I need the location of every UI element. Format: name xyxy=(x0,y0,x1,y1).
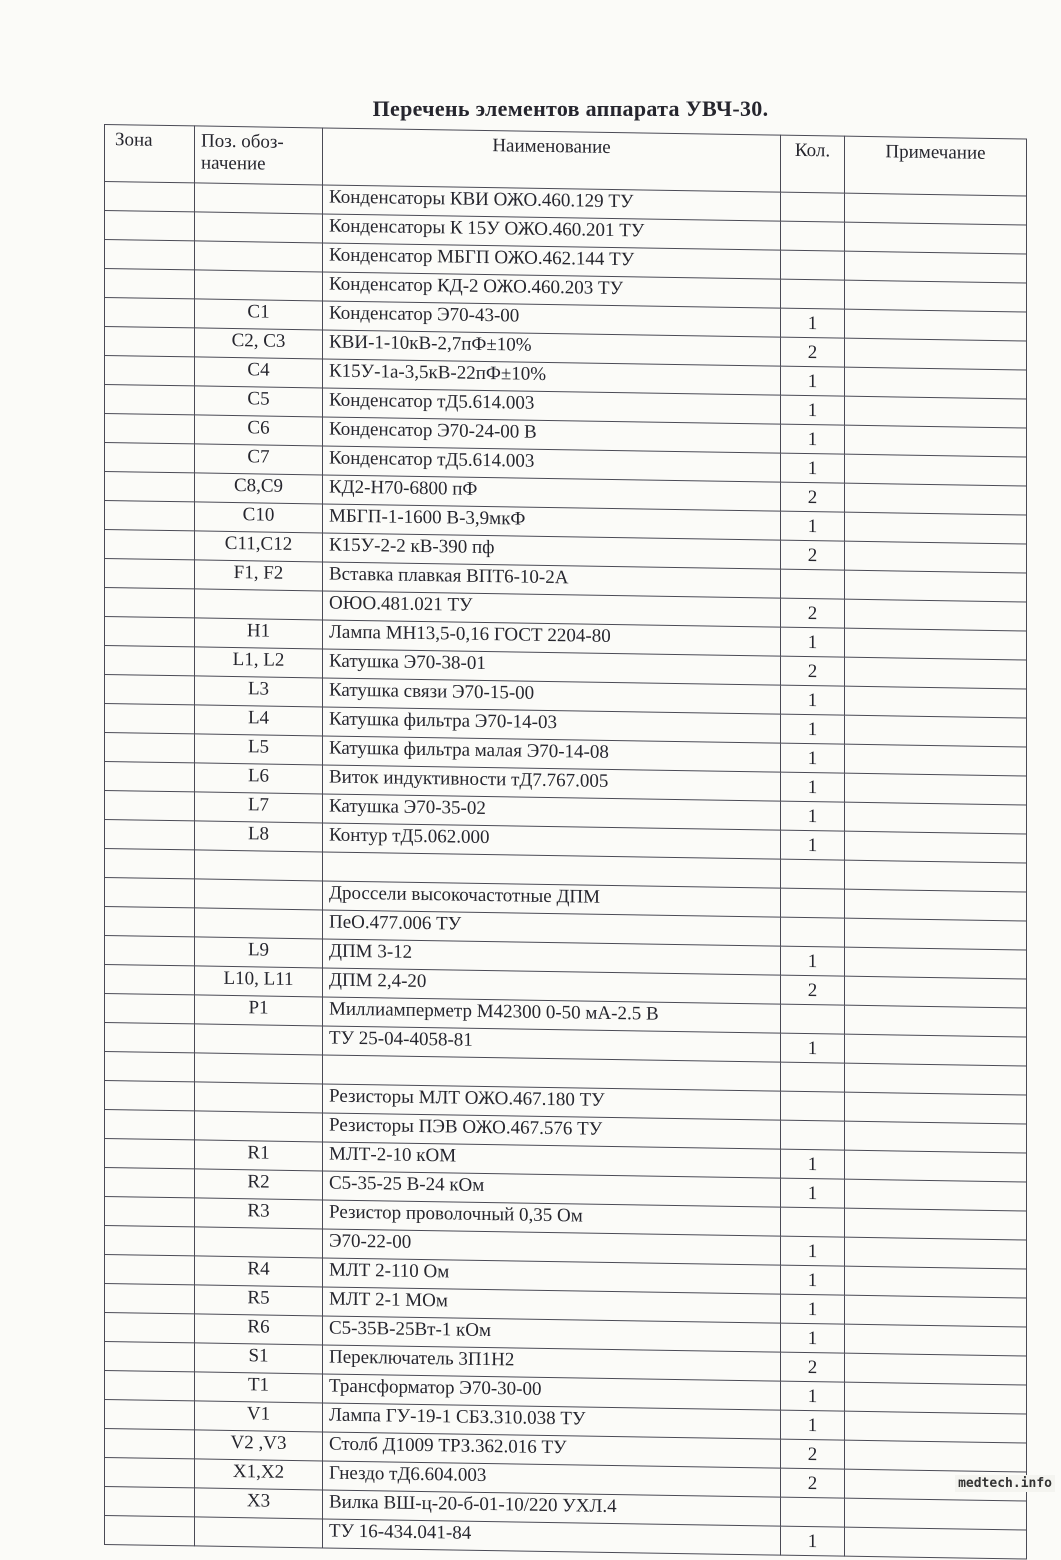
note-cell xyxy=(845,1208,1027,1240)
position-cell xyxy=(195,241,323,272)
note-cell xyxy=(845,686,1027,718)
quantity-cell: 1 xyxy=(781,453,845,483)
zone-cell xyxy=(105,1168,195,1198)
name-cell: Конденсатор Э70-43-00 xyxy=(323,301,781,337)
zone-cell xyxy=(105,414,195,444)
position-cell xyxy=(195,908,323,939)
quantity-cell xyxy=(781,279,845,309)
zone-cell xyxy=(105,1284,195,1314)
zone-cell xyxy=(105,211,195,241)
zone-cell xyxy=(105,1255,195,1285)
note-cell xyxy=(845,1179,1027,1211)
zone-cell xyxy=(105,559,195,589)
note-cell xyxy=(845,251,1027,283)
zone-cell xyxy=(105,907,195,937)
position-cell: C10 xyxy=(195,502,323,533)
zone-cell xyxy=(105,1516,195,1546)
note-cell xyxy=(845,193,1027,225)
note-cell xyxy=(845,1266,1027,1298)
zone-cell xyxy=(105,1429,195,1459)
position-cell xyxy=(195,1024,323,1055)
quantity-cell: 1 xyxy=(781,1236,845,1266)
position-cell: C5 xyxy=(195,386,323,417)
name-cell: Переключатель 3П1Н2 xyxy=(323,1345,781,1381)
quantity-cell: 1 xyxy=(781,1410,845,1440)
position-cell: V2 ,V3 xyxy=(195,1430,323,1461)
name-cell: Конденсатор тД5.614.003 xyxy=(323,388,781,424)
position-cell: L3 xyxy=(195,676,323,707)
zone-cell xyxy=(105,1139,195,1169)
note-cell xyxy=(845,773,1027,805)
note-cell xyxy=(845,1382,1027,1414)
note-cell xyxy=(845,976,1027,1008)
note-cell xyxy=(845,744,1027,776)
quantity-cell: 2 xyxy=(781,598,845,628)
quantity-cell: 1 xyxy=(781,1149,845,1179)
quantity-cell xyxy=(781,1062,845,1092)
quantity-cell xyxy=(781,1004,845,1034)
zone-cell xyxy=(105,269,195,299)
name-cell: ТУ 16-434.041-84 xyxy=(323,1519,781,1555)
quantity-cell xyxy=(781,888,845,918)
zone-cell xyxy=(105,356,195,386)
position-cell: L1, L2 xyxy=(195,647,323,678)
quantity-cell xyxy=(781,192,845,222)
zone-cell xyxy=(105,704,195,734)
zone-cell xyxy=(105,762,195,792)
position-cell: L4 xyxy=(195,705,323,736)
note-cell xyxy=(845,1034,1027,1066)
zone-cell xyxy=(105,675,195,705)
position-cell xyxy=(195,270,323,301)
name-cell: Контур тД5.062.000 xyxy=(323,823,781,859)
name-cell: Лампа ГУ-19-1 СБЗ.310.038 ТУ xyxy=(323,1403,781,1439)
note-cell xyxy=(845,425,1027,457)
zone-cell xyxy=(105,733,195,763)
zone-cell xyxy=(105,1110,195,1140)
zone-cell xyxy=(105,1226,195,1256)
quantity-cell: 2 xyxy=(781,656,845,686)
quantity-cell: 2 xyxy=(781,1352,845,1382)
zone-cell xyxy=(105,994,195,1024)
zone-cell xyxy=(105,472,195,502)
position-cell: R3 xyxy=(195,1198,323,1229)
site-watermark: medtech.info xyxy=(955,1475,1055,1492)
name-cell: ДПМ 2,4-20 xyxy=(323,968,781,1004)
quantity-cell xyxy=(781,221,845,251)
note-cell xyxy=(845,309,1027,341)
name-cell: Катушка фильтра Э70-14-03 xyxy=(323,707,781,743)
note-cell xyxy=(845,1005,1027,1037)
note-cell xyxy=(845,280,1027,312)
name-cell: МЛТ-2-10 кОМ xyxy=(323,1142,781,1178)
quantity-cell: 2 xyxy=(781,482,845,512)
note-cell xyxy=(845,483,1027,515)
note-cell xyxy=(845,1324,1027,1356)
zone-cell xyxy=(105,1052,195,1082)
zone-cell xyxy=(105,1400,195,1430)
quantity-cell xyxy=(781,1120,845,1150)
name-cell: Конденсатор Э70-24-00 В xyxy=(323,417,781,453)
position-cell xyxy=(195,589,323,620)
position-cell: X1,X2 xyxy=(195,1459,323,1490)
name-cell: Резисторы ПЭВ ОЖО.467.576 ТУ xyxy=(323,1113,781,1149)
note-cell xyxy=(845,1295,1027,1327)
quantity-cell: 1 xyxy=(781,830,845,860)
zone-cell xyxy=(105,240,195,270)
position-cell xyxy=(195,1111,323,1142)
name-cell: Вилка ВШ-ц-20-б-01-10/220 УХЛ.4 xyxy=(323,1490,781,1526)
note-cell xyxy=(845,802,1027,834)
name-cell: Конденсатор тД5.614.003 xyxy=(323,446,781,482)
name-cell: С5-35В-25Вт-1 кОм xyxy=(323,1316,781,1352)
note-cell xyxy=(845,889,1027,921)
position-cell: R2 xyxy=(195,1169,323,1200)
zone-cell xyxy=(105,501,195,531)
name-cell: Катушка связи Э70-15-00 xyxy=(323,678,781,714)
position-cell: L10, L11 xyxy=(195,966,323,997)
zone-cell xyxy=(105,936,195,966)
name-cell: Вставка плавкая ВПТ6-10-2А xyxy=(323,562,781,598)
header-name: Наименование xyxy=(323,128,781,192)
quantity-cell: 1 xyxy=(781,685,845,715)
position-cell xyxy=(195,212,323,243)
note-cell xyxy=(845,628,1027,660)
position-cell: V1 xyxy=(195,1401,323,1432)
position-cell: C4 xyxy=(195,357,323,388)
name-cell: КД2-Н70-6800 пФ xyxy=(323,475,781,511)
quantity-cell: 1 xyxy=(781,801,845,831)
note-cell xyxy=(845,1353,1027,1385)
position-cell xyxy=(195,1517,323,1548)
zone-cell xyxy=(105,791,195,821)
zone-cell xyxy=(105,878,195,908)
header-note: Примечание xyxy=(845,136,1027,196)
quantity-cell xyxy=(781,1497,845,1527)
position-cell: C1 xyxy=(195,299,323,330)
position-cell xyxy=(195,879,323,910)
zone-cell xyxy=(105,820,195,850)
position-cell: R6 xyxy=(195,1314,323,1345)
name-cell: Столб Д1009 ТРЗ.362.016 ТУ xyxy=(323,1432,781,1468)
quantity-cell: 1 xyxy=(781,308,845,338)
note-cell xyxy=(845,541,1027,573)
name-cell: ТУ 25-04-4058-81 xyxy=(323,1026,781,1062)
note-cell xyxy=(845,1527,1027,1559)
position-cell: P1 xyxy=(195,995,323,1026)
note-cell xyxy=(845,1411,1027,1443)
note-cell xyxy=(845,512,1027,544)
name-cell: Э70-22-00 xyxy=(323,1229,781,1265)
position-cell xyxy=(195,850,323,881)
quantity-cell: 2 xyxy=(781,1468,845,1498)
name-cell: Дроссели высокочастотные ДПМ xyxy=(323,881,781,917)
header-quantity: Кол. xyxy=(781,135,845,193)
note-cell xyxy=(845,1440,1027,1472)
name-cell: Трансформатор Э70-30-00 xyxy=(323,1374,781,1410)
name-cell: Конденсатор МБГП ОЖО.462.144 ТУ xyxy=(323,243,781,279)
name-cell: Миллиамперметр М42300 0-50 мА-2.5 В xyxy=(323,997,781,1033)
zone-cell xyxy=(105,182,195,212)
zone-cell xyxy=(105,1342,195,1372)
position-cell: C8,C9 xyxy=(195,473,323,504)
quantity-cell: 1 xyxy=(781,424,845,454)
zone-cell xyxy=(105,530,195,560)
position-cell: L5 xyxy=(195,734,323,765)
note-cell xyxy=(845,1237,1027,1269)
position-cell: R4 xyxy=(195,1256,323,1287)
name-cell: МБГП-1-1600 В-3,9мкФ xyxy=(323,504,781,540)
quantity-cell: 2 xyxy=(781,337,845,367)
note-cell xyxy=(845,1498,1027,1530)
quantity-cell: 2 xyxy=(781,1439,845,1469)
page-title: Перечень элементов аппарата УВЧ-30. xyxy=(372,96,769,121)
zone-cell xyxy=(105,1487,195,1517)
quantity-cell: 1 xyxy=(781,714,845,744)
zone-cell xyxy=(105,965,195,995)
quantity-cell: 1 xyxy=(781,1265,845,1295)
zone-cell xyxy=(105,1081,195,1111)
note-cell xyxy=(845,1150,1027,1182)
position-cell: C2, C3 xyxy=(195,328,323,359)
zone-cell xyxy=(105,1023,195,1053)
quantity-cell: 2 xyxy=(781,975,845,1005)
name-cell: ОЮО.481.021 ТУ xyxy=(323,591,781,627)
name-cell: Катушка Э70-38-01 xyxy=(323,649,781,685)
header-zone: Зона xyxy=(105,125,195,183)
name-cell: С5-35-25 В-24 кОм xyxy=(323,1171,781,1207)
quantity-cell: 1 xyxy=(781,627,845,657)
quantity-cell: 1 xyxy=(781,1178,845,1208)
position-cell: L8 xyxy=(195,821,323,852)
position-cell xyxy=(195,1053,323,1084)
note-cell xyxy=(845,918,1027,950)
name-cell: Лампа МН13,5-0,16 ГОСТ 2204-80 xyxy=(323,620,781,656)
quantity-cell xyxy=(781,859,845,889)
note-cell xyxy=(845,860,1027,892)
position-cell: X3 xyxy=(195,1488,323,1519)
note-cell xyxy=(845,454,1027,486)
quantity-cell: 1 xyxy=(781,511,845,541)
zone-cell xyxy=(105,385,195,415)
name-cell: ДПМ 3-12 xyxy=(323,939,781,975)
name-cell: ПеО.477.006 ТУ xyxy=(323,910,781,946)
quantity-cell xyxy=(781,569,845,599)
zone-cell xyxy=(105,1458,195,1488)
position-cell: L6 xyxy=(195,763,323,794)
zone-cell xyxy=(105,1371,195,1401)
name-cell: Гнездо тД6.604.003 xyxy=(323,1461,781,1497)
zone-cell xyxy=(105,617,195,647)
name-cell: Виток индуктивности тД7.767.005 xyxy=(323,765,781,801)
quantity-cell: 1 xyxy=(781,395,845,425)
name-cell: Резистор проволочный 0,35 Ом xyxy=(323,1200,781,1236)
position-cell: T1 xyxy=(195,1372,323,1403)
quantity-cell xyxy=(781,1091,845,1121)
note-cell xyxy=(845,715,1027,747)
quantity-cell: 1 xyxy=(781,1526,845,1556)
position-cell: S1 xyxy=(195,1343,323,1374)
quantity-cell: 1 xyxy=(781,1323,845,1353)
name-cell: КВИ-1-10кВ-2,7пФ±10% xyxy=(323,330,781,366)
quantity-cell: 1 xyxy=(781,1033,845,1063)
note-cell xyxy=(845,831,1027,863)
position-cell: C11,C12 xyxy=(195,531,323,562)
note-cell xyxy=(845,338,1027,370)
zone-cell xyxy=(105,443,195,473)
quantity-cell: 1 xyxy=(781,772,845,802)
zone-cell xyxy=(105,1313,195,1343)
zone-cell xyxy=(105,646,195,676)
quantity-cell: 1 xyxy=(781,1381,845,1411)
name-cell: К15У-2-2 кВ-390 пф xyxy=(323,533,781,569)
note-cell xyxy=(845,570,1027,602)
table-body xyxy=(105,182,1027,1559)
note-cell xyxy=(845,1092,1027,1124)
position-cell: R5 xyxy=(195,1285,323,1316)
quantity-cell: 1 xyxy=(781,743,845,773)
position-cell xyxy=(195,1082,323,1113)
position-cell xyxy=(195,183,323,214)
elements-table xyxy=(104,124,1027,1559)
name-cell: Конденсаторы К 15У ОЖО.460.201 ТУ xyxy=(323,214,781,250)
quantity-cell: 1 xyxy=(781,366,845,396)
quantity-cell xyxy=(781,250,845,280)
note-cell xyxy=(845,396,1027,428)
note-cell xyxy=(845,947,1027,979)
note-cell xyxy=(845,222,1027,254)
quantity-cell xyxy=(781,1207,845,1237)
position-cell: L9 xyxy=(195,937,323,968)
quantity-cell: 1 xyxy=(781,1294,845,1324)
quantity-cell: 2 xyxy=(781,540,845,570)
zone-cell xyxy=(105,588,195,618)
zone-cell xyxy=(105,298,195,328)
name-cell: Катушка Э70-35-02 xyxy=(323,794,781,830)
name-cell: Конденсатор КД-2 ОЖО.460.203 ТУ xyxy=(323,272,781,308)
zone-cell xyxy=(105,849,195,879)
note-cell xyxy=(845,1121,1027,1153)
name-cell: Конденсаторы КВИ ОЖО.460.129 ТУ xyxy=(323,185,781,221)
note-cell xyxy=(845,1063,1027,1095)
note-cell xyxy=(845,599,1027,631)
header-position: Поз. обоз-начение xyxy=(195,126,323,185)
position-cell: C6 xyxy=(195,415,323,446)
name-cell: Резисторы МЛТ ОЖО.467.180 ТУ xyxy=(323,1084,781,1120)
quantity-cell: 1 xyxy=(781,946,845,976)
note-cell xyxy=(845,657,1027,689)
position-cell xyxy=(195,1227,323,1258)
name-cell: МЛТ 2-1 МОм xyxy=(323,1287,781,1323)
zone-cell xyxy=(105,1197,195,1227)
name-cell: МЛТ 2-110 Ом xyxy=(323,1258,781,1294)
name-cell: Катушка фильтра малая Э70-14-08 xyxy=(323,736,781,772)
position-cell: H1 xyxy=(195,618,323,649)
name-cell: К15У-1а-3,5кВ-22пФ±10% xyxy=(323,359,781,395)
quantity-cell xyxy=(781,917,845,947)
position-cell: C7 xyxy=(195,444,323,475)
position-cell: F1, F2 xyxy=(195,560,323,591)
position-cell: L7 xyxy=(195,792,323,823)
zone-cell xyxy=(105,327,195,357)
position-cell: R1 xyxy=(195,1140,323,1171)
note-cell xyxy=(845,367,1027,399)
